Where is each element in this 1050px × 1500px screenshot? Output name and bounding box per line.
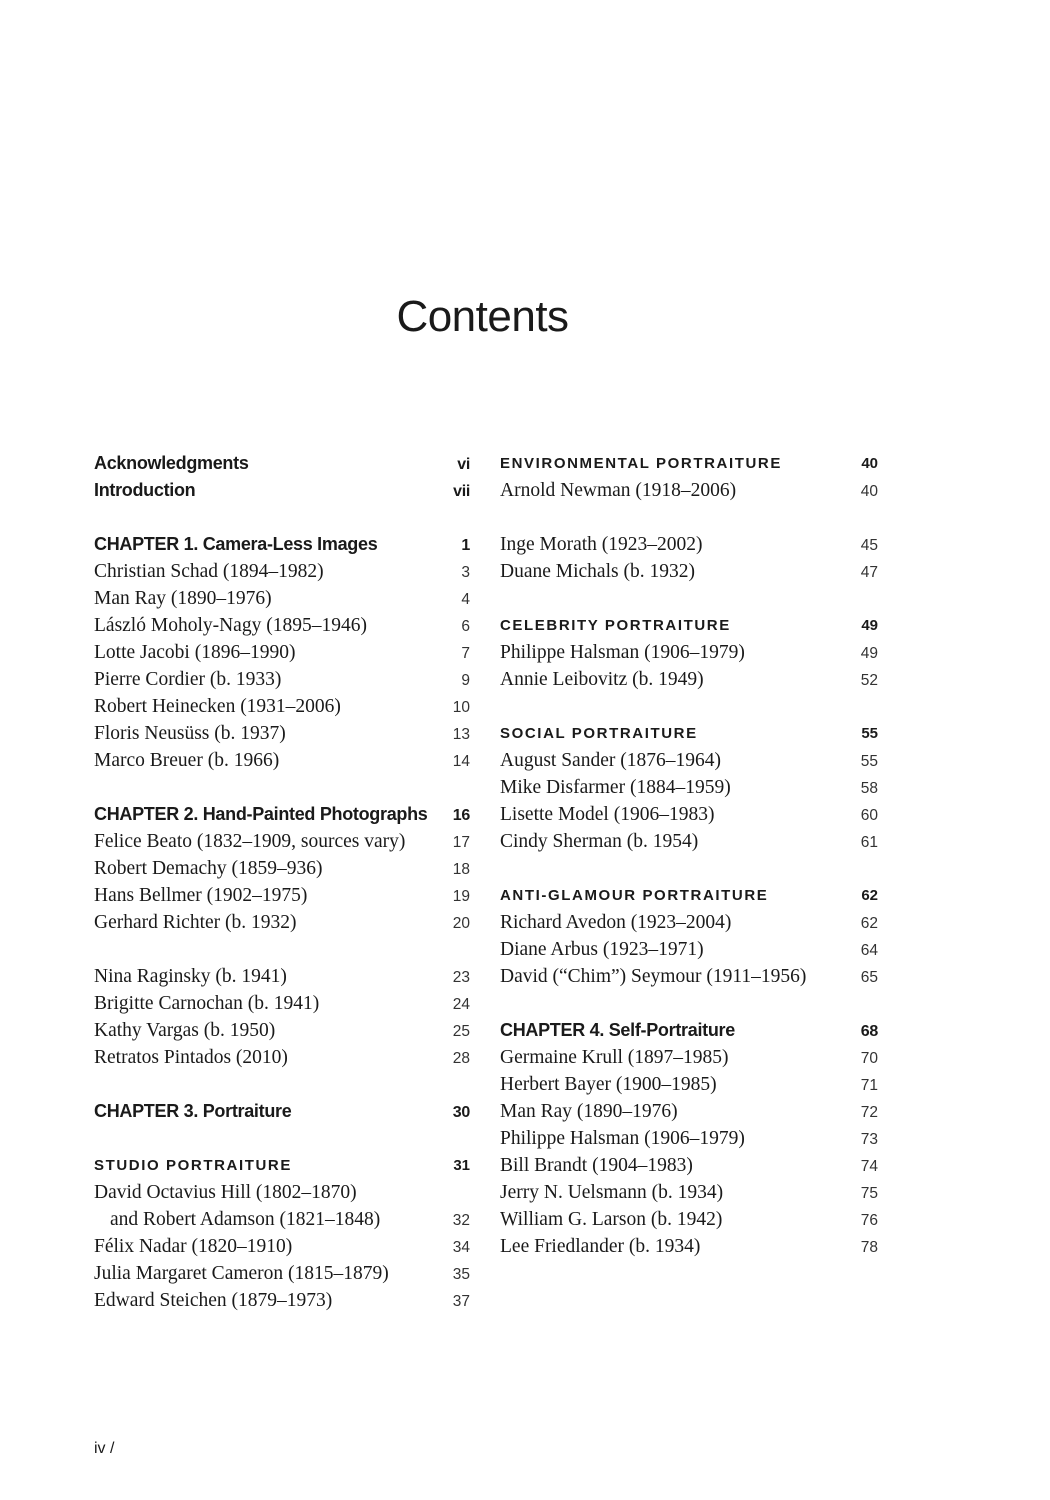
- toc-page-number: 13: [452, 726, 470, 743]
- toc-page-number: 35: [452, 1266, 470, 1283]
- toc-entry: [94, 1206, 470, 1233]
- toc-label: Lisette Model (1906–1983): [500, 804, 715, 825]
- toc-page-number: 25: [452, 1023, 470, 1040]
- toc-page-number: 76: [860, 1212, 878, 1229]
- toc-page-number: 65: [860, 969, 878, 986]
- toc-label: Philippe Halsman (1906–1979): [500, 642, 745, 663]
- toc-page-number: 37: [452, 1293, 470, 1310]
- toc-page-number: 28: [452, 1050, 470, 1067]
- toc-chapter-heading: [500, 1017, 878, 1044]
- toc-entry: [94, 882, 470, 909]
- toc-label: Lee Friedlander (b. 1934): [500, 1236, 701, 1257]
- toc-label: CHAPTER 2. Hand-Painted Photographs: [94, 804, 428, 824]
- toc-page-number: 6: [461, 618, 470, 635]
- toc-page-number: 74: [860, 1158, 878, 1175]
- toc-label: Gerhard Richter (b. 1932): [94, 912, 297, 933]
- toc-entry: [500, 1152, 878, 1179]
- toc-label: Marco Breuer (b. 1966): [94, 750, 280, 771]
- toc-label: Julia Margaret Cameron (1815–1879): [94, 1263, 389, 1284]
- toc-page-number: 9: [461, 672, 470, 689]
- toc-label: Kathy Vargas (b. 1950): [94, 1020, 276, 1041]
- toc-entry: [94, 666, 470, 693]
- toc-label: CELEBRITY PORTRAITURE: [500, 617, 731, 634]
- toc-entry: [500, 1206, 878, 1233]
- toc-page-number: 20: [452, 915, 470, 932]
- toc-label: ENVIRONMENTAL PORTRAITURE: [500, 455, 782, 472]
- toc-page-number: 24: [452, 996, 470, 1013]
- toc-label: Floris Neusüss (b. 1937): [94, 723, 286, 744]
- toc-page-number: 49: [860, 645, 878, 662]
- toc-entry: [94, 720, 470, 747]
- toc-entry: [500, 1233, 878, 1260]
- toc-page-number: 16: [452, 807, 470, 824]
- toc-page-number: 78: [860, 1239, 878, 1256]
- toc-label: Inge Morath (1923–2002): [500, 534, 703, 555]
- toc-label: Bill Brandt (1904–1983): [500, 1155, 693, 1176]
- toc-entry: [94, 639, 470, 666]
- toc-page-number: 52: [860, 672, 878, 689]
- toc-page-number: 18: [452, 861, 470, 878]
- toc-page-number: 32: [452, 1212, 470, 1229]
- toc-entry: [94, 1179, 470, 1206]
- toc-entry: [500, 477, 878, 504]
- toc-page-number: 75: [860, 1185, 878, 1202]
- toc-chapter-heading: [94, 801, 470, 828]
- toc-page-number: 72: [860, 1104, 878, 1121]
- toc-page-number: 23: [452, 969, 470, 986]
- toc-label: STUDIO PORTRAITURE: [94, 1157, 292, 1174]
- toc-page-number: 3: [461, 564, 470, 581]
- toc-label: Arnold Newman (1918–2006): [500, 480, 737, 501]
- toc-entry: [94, 1233, 470, 1260]
- toc-label: Richard Avedon (1923–2004): [500, 912, 732, 933]
- toc-entry: [500, 1179, 878, 1206]
- toc-page-number: 47: [860, 564, 878, 581]
- toc-label: CHAPTER 1. Camera-Less Images: [94, 534, 378, 554]
- toc-label: Jerry N. Uelsmann (b. 1934): [500, 1182, 724, 1203]
- toc-label: Hans Bellmer (1902–1975): [94, 885, 308, 906]
- toc-page-number: 58: [860, 780, 878, 797]
- toc-label: David Octavius Hill (1802–1870): [94, 1182, 357, 1203]
- toc-entry: [500, 747, 878, 774]
- toc-entry: [500, 1098, 878, 1125]
- toc-entry: [500, 909, 878, 936]
- toc-page-number: 31: [453, 1157, 470, 1174]
- toc-section-heading: [94, 1152, 470, 1179]
- toc-entry: [94, 693, 470, 720]
- toc-entry: [500, 639, 878, 666]
- toc-entry: [500, 1125, 878, 1152]
- toc-entry: [94, 909, 470, 936]
- toc-page-number: 10: [452, 699, 470, 716]
- toc-section-heading: [500, 612, 878, 639]
- toc-label: Herbert Bayer (1900–1985): [500, 1074, 717, 1095]
- toc-entry: [94, 1260, 470, 1287]
- toc-entry: [500, 558, 878, 585]
- toc-label: Introduction: [94, 480, 196, 500]
- toc-page-number: 14: [452, 753, 470, 770]
- toc-label: Lotte Jacobi (1896–1990): [94, 642, 296, 663]
- toc-page-number: 71: [860, 1077, 878, 1094]
- toc-label: Acknowledgments: [94, 453, 249, 473]
- toc-section-heading: [500, 720, 878, 747]
- toc-entry: [94, 1287, 470, 1314]
- toc-entry: [94, 1017, 470, 1044]
- toc-entry: [500, 1071, 878, 1098]
- toc-page-number: 68: [860, 1023, 878, 1040]
- toc-label: Félix Nadar (1820–1910): [94, 1236, 293, 1257]
- toc-label: Duane Michals (b. 1932): [500, 561, 695, 582]
- toc-page-number: 45: [860, 537, 878, 554]
- toc-page-number: 19: [452, 888, 470, 905]
- toc-entry: [500, 666, 878, 693]
- toc-page-number: 4: [461, 591, 470, 608]
- toc-label: Christian Schad (1894–1982): [94, 561, 324, 582]
- toc-entry: [94, 828, 470, 855]
- toc-page-number: 49: [861, 617, 878, 634]
- toc-label: Philippe Halsman (1906–1979): [500, 1128, 745, 1149]
- toc-page-number: 40: [860, 483, 878, 500]
- toc-entry: [94, 990, 470, 1017]
- toc-page-number: 62: [861, 887, 878, 904]
- toc-label: Mike Disfarmer (1884–1959): [500, 777, 731, 798]
- toc-label: Edward Steichen (1879–1973): [94, 1290, 333, 1311]
- toc-label: SOCIAL PORTRAITURE: [500, 725, 698, 742]
- toc-label: CHAPTER 4. Self-Portraiture: [500, 1020, 735, 1040]
- toc-page-number: vi: [457, 456, 470, 473]
- toc-chapter-heading: [94, 531, 470, 558]
- toc-label: Cindy Sherman (b. 1954): [500, 831, 699, 852]
- toc-label: August Sander (1876–1964): [500, 750, 721, 771]
- toc-page-number: 17: [452, 834, 470, 851]
- toc-entry: [94, 612, 470, 639]
- toc-entry: [94, 855, 470, 882]
- toc-page-number: 60: [860, 807, 878, 824]
- toc-label: and Robert Adamson (1821–1848): [110, 1209, 381, 1230]
- toc-page-number: 64: [860, 942, 878, 959]
- toc-right-column: [500, 450, 878, 1260]
- toc-entry: [94, 558, 470, 585]
- toc-label: Nina Raginsky (b. 1941): [94, 966, 287, 987]
- toc-page-number: 55: [860, 753, 878, 770]
- toc-entry: [500, 963, 878, 990]
- toc-left-column: [94, 450, 470, 1314]
- toc-page-number: 1: [461, 537, 470, 554]
- toc-entry: [94, 963, 470, 990]
- toc-chapter-heading: [94, 1098, 470, 1125]
- toc-section-heading: [500, 882, 878, 909]
- folio: iv /: [94, 1440, 115, 1457]
- toc-entry: [500, 801, 878, 828]
- toc-label: Felice Beato (1832–1909, sources vary): [94, 831, 406, 852]
- toc-page-number: 7: [461, 645, 470, 662]
- toc-page-number: 40: [861, 455, 878, 472]
- toc-label: Man Ray (1890–1976): [94, 588, 272, 609]
- toc-entry: [500, 774, 878, 801]
- toc-label: Annie Leibovitz (b. 1949): [500, 669, 704, 690]
- toc-entry: [500, 828, 878, 855]
- toc-label: Robert Demachy (1859–936): [94, 858, 323, 879]
- toc-page-number: 61: [860, 834, 878, 851]
- toc-section-heading: [500, 450, 878, 477]
- toc-page-number: 73: [860, 1131, 878, 1148]
- toc-entry: [500, 1044, 878, 1071]
- toc-label: Diane Arbus (1923–1971): [500, 939, 704, 960]
- toc-page-number: 34: [452, 1239, 470, 1256]
- toc-page-number: 62: [860, 915, 878, 932]
- toc-label: William G. Larson (b. 1942): [500, 1209, 723, 1230]
- toc-label: László Moholy-Nagy (1895–1946): [94, 615, 367, 636]
- toc-page-number: 70: [860, 1050, 878, 1067]
- toc-label: Robert Heinecken (1931–2006): [94, 696, 341, 717]
- toc-entry: [94, 585, 470, 612]
- toc-label: Retratos Pintados (2010): [94, 1047, 288, 1068]
- toc-entry: [94, 747, 470, 774]
- toc-chapter-heading: [94, 477, 470, 504]
- page-title: Contents: [396, 292, 569, 342]
- toc-chapter-heading: [94, 450, 470, 477]
- toc-label: David (“Chim”) Seymour (1911–1956): [500, 966, 807, 987]
- toc-entry: [500, 531, 878, 558]
- toc-page-number: 55: [861, 725, 878, 742]
- toc-label: ANTI-GLAMOUR PORTRAITURE: [500, 887, 769, 904]
- toc-label: Brigitte Carnochan (b. 1941): [94, 993, 320, 1014]
- toc-page-number: 30: [452, 1104, 470, 1121]
- toc-label: Man Ray (1890–1976): [500, 1101, 678, 1122]
- toc-page-number: vii: [453, 483, 470, 500]
- toc-entry: [94, 1044, 470, 1071]
- toc-label: Germaine Krull (1897–1985): [500, 1047, 729, 1068]
- toc-label: Pierre Cordier (b. 1933): [94, 669, 282, 690]
- toc-label: CHAPTER 3. Portraiture: [94, 1101, 292, 1121]
- toc-entry: [500, 936, 878, 963]
